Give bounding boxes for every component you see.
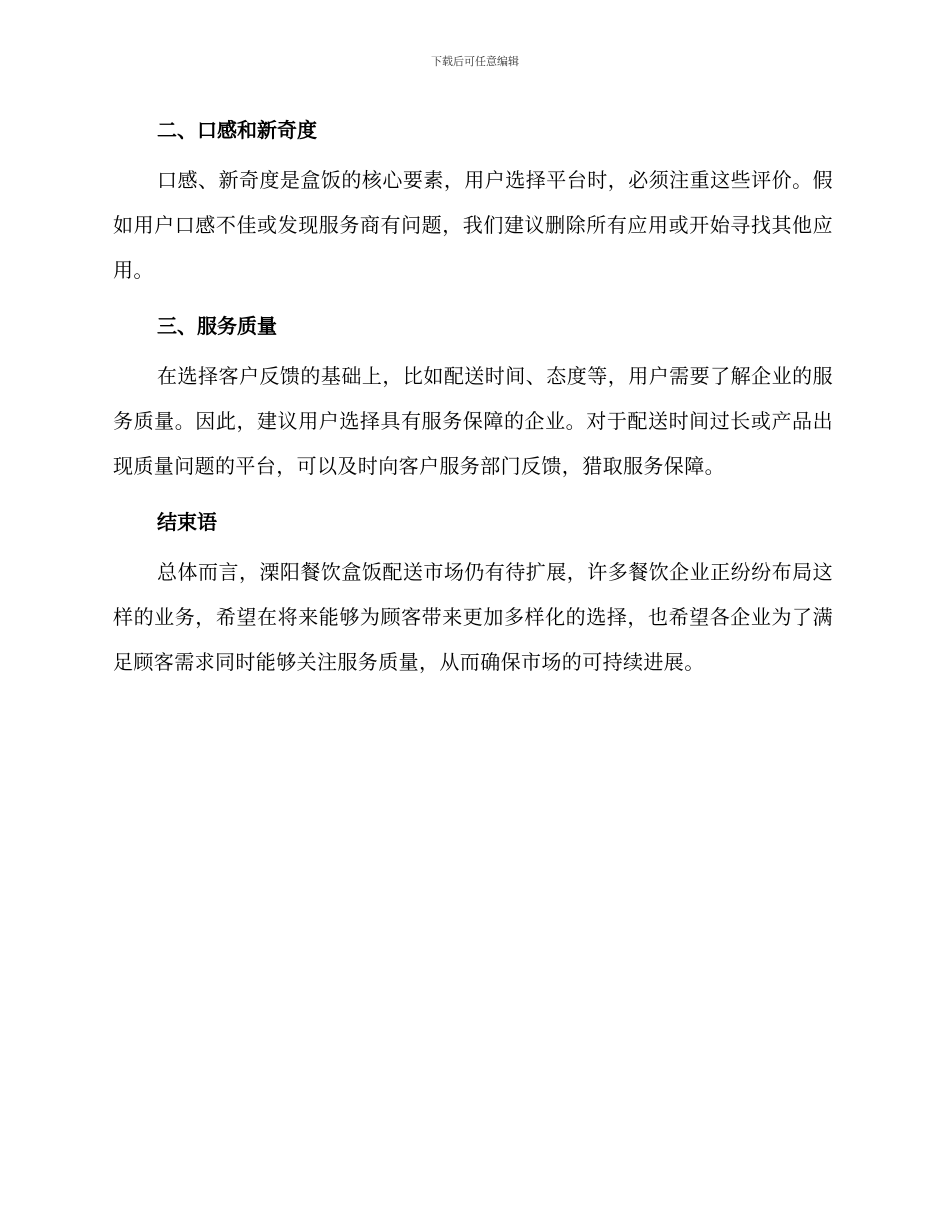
section-heading: 二、口感和新奇度 [157, 118, 317, 142]
section-paragraph: 总体而言，溧阳餐饮盒饭配送市场仍有待扩展，许多餐饮企业正纷纷布局这样的业务，希望在将来能够为顾客带来更加多样化的选择，也希望各企业为了满足顾客需求同时能够关注服务质量，从而确保市场的可持续进展。 [113, 560, 833, 674]
section-paragraph: 在选择客户反馈的基础上，比如配送时间、态度等，用户需要了解企业的服务质量。因此，建议用户选择具有服务保障的企业。对于配送时间过长或产品出现质量问题的平台，可以及时向客户服务部门反馈，猎取服务保障。 [113, 364, 833, 478]
section-taste-novelty [113, 110, 833, 306]
page-header-note: 下载后可任意编辑 [431, 55, 519, 68]
section-heading: 三、服务质量 [157, 314, 277, 338]
section-conclusion [113, 502, 833, 685]
document-body [113, 110, 833, 685]
section-heading: 结束语 [157, 510, 217, 534]
section-paragraph: 口感、新奇度是盒饭的核心要素，用户选择平台时，必须注重这些评价。假如用户口感不佳或发现服务商有问题，我们建议删除所有应用或开始寻找其他应用。 [113, 168, 833, 282]
section-service-quality [113, 306, 833, 502]
